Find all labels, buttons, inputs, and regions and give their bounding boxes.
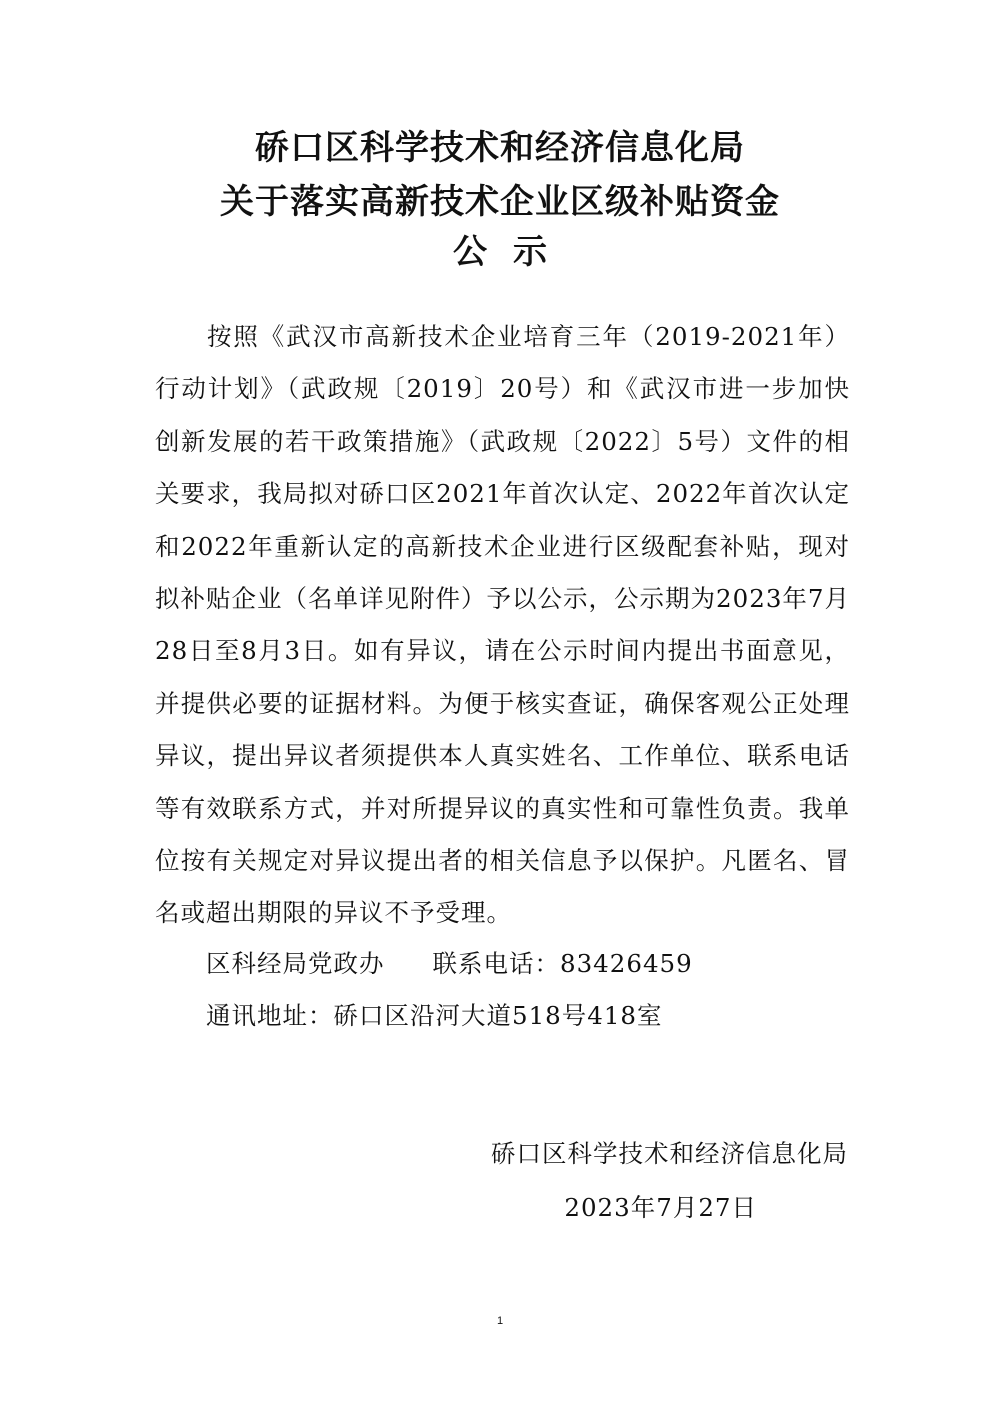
title-line-1: 硚口区科学技术和经济信息化局 — [255, 128, 745, 168]
contact-line — [206, 944, 693, 984]
contact-phone-label: 联系电话： — [432, 949, 560, 978]
signature-date: 2023年7月27日 — [564, 1193, 757, 1222]
page-number: 1 — [496, 1315, 504, 1327]
contact-office: 区科经局党政办 — [206, 949, 385, 978]
contact-address: 通讯地址：硚口区沿河大道518号418室 — [206, 1001, 663, 1030]
body-paragraph: 按照《武汉市高新技术企业培育三年（2019-2021年）行动计划》（武政规〔2019〕20号）和《武汉市进一步加快创新发展的若干政策措施》（武政规〔2022〕5号）文件的相关要求，我局拟对硚口区2021年首次认定、2022年首次认定和2022年重新认定的高新技术企业进行区级配套补贴，现对拟补贴企业（名单详见附件）予以公示，公示期为2023年7月28日至8月3日。如有异议，请在公示时间内提出书面意见，并提供必要的证据材料。为便于核实查证，确保客观公正处理异议，提出异议者须提供本人真实姓名、工作单位、联系电话等有效联系方式，并对所提异议的真实性和可靠性负责。我单位按有关规定对异议提出者的相关信息予以保护。凡匿名、冒名或超出期限的异议不予受理。 — [155, 322, 850, 928]
contact-phone: 83426459 — [560, 949, 693, 978]
signature-organization: 硚口区科学技术和经济信息化局 — [491, 1139, 848, 1168]
title-line-2: 关于落实高新技术企业区级补贴资金 — [220, 182, 780, 222]
title-line-3: 公示 — [453, 232, 573, 272]
